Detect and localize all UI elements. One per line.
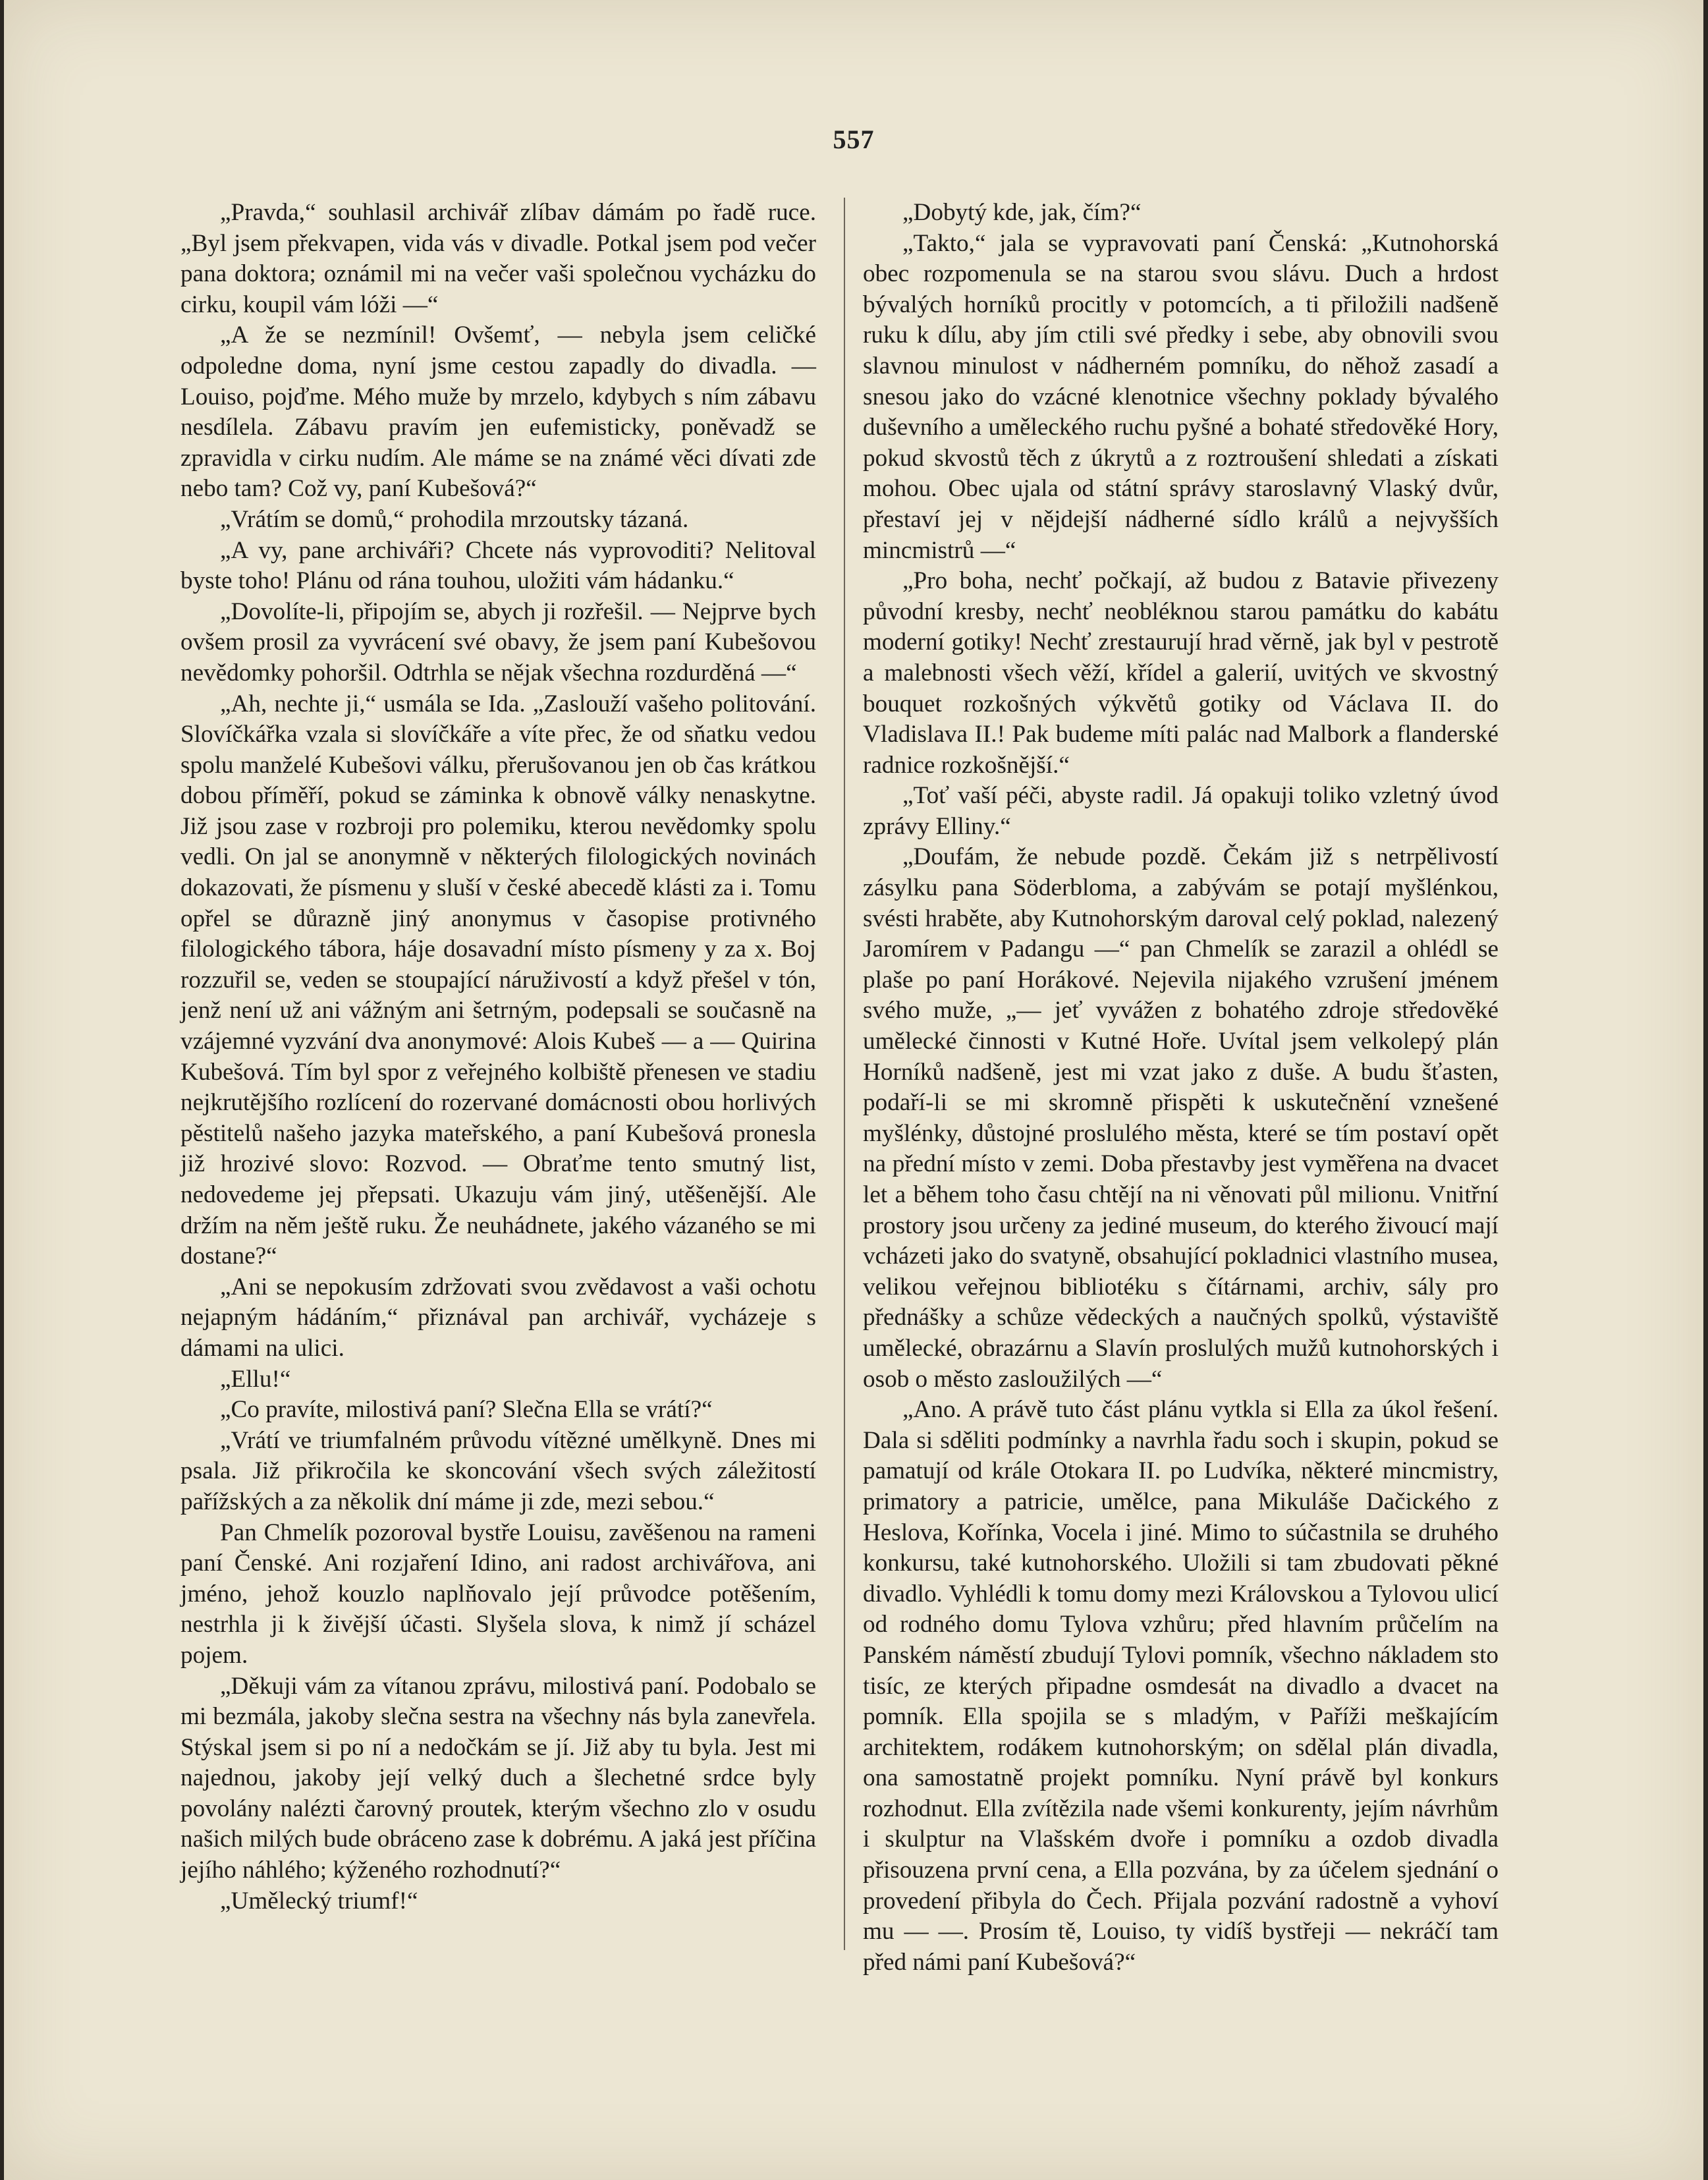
paragraph: „Vrátím se domů,“ prohodila mrzoutsky tázaná. (220, 505, 689, 533)
page-number: 557 (833, 125, 875, 154)
paragraph: „Pro boha, nechť počkají, až budou z Batavie přivezeny původní kresby, nechť neobléknou starou památku do kabátu moderní gotiky! Nechť zrestaurují hrad věrně, jak byl v pestrotě a malebnosti všech věží, křídel a galerií, uvitých ve skvostný bouquet rozkošných výkvětů gotiky od Václava II. do Vladislava II.! Pak budeme míti palác nad Malbork a flanderské radnice rozkošnější.“ (863, 567, 1499, 779)
paragraph: „Ah, nechte ji,“ usmála se Ida. „Zaslouží vašeho politování. Slovíčkářka vzala si slovíčkáře a víte přec, že od sňatku vedou spolu manželé Kubešovi válku, přerušovanou jen ob čas krátkou dobou příměří, pokud se záminka k obnově války nenaskytne. Již jsou zase v rozbroji pro polemiku, kterou nevědomky spolu vedli. On jal se anonymně v některých filologických novinách dokazovati, že písmenu y sluší v české abecedě klásti za i. Tomu opřel se důrazně jiný anonymus v časopise protivného filologického tábora, háje dosavadní místo písmeny y za x. Boj rozzuřil se, veden se stoupající náruživostí a když přešel v tón, jenž není už ani vážným ani šetrným, podepsali se současně na vzájemné vyzvání dva anonymové: Alois Kubeš — a — Quirina Kubešová. Tím byl spor z veřejného kolbiště přenesen ve stadiu nejkrutějšího rozlícení do rozervané domácnosti obou horlivých pěstitelů našeho jazyka mateřského, a paní Kubešová pronesla již hrozivé slovo: Rozvod. — Obraťme tento smutný list, nedovedeme jej přepsati. Ukazuju vám jiný, utěšenější. Ale držím na něm ještě ruku. Že neuhádnete, jakého vázaného se mi dostane?“ (180, 690, 816, 1270)
paragraph: Pan Chmelík pozoroval bystře Louisu, zavěšenou na rameni paní Čenské. Ani rozjaření Idino, ani radost archivářova, ani jméno, jehož kouzlo naplňovalo její průvodce potěšením, nestrhla ji k živější účasti. Slyšela slova, k nimž jí scházel pojem. (180, 1519, 816, 1669)
paragraph: „Vrátí ve triumfalném průvodu vítězné umělkyně. Dnes mi psala. Již přikročila ke skoncování všech svých záležitostí pařížských a za několik dní máme ji zde, mezi sebou.“ (180, 1426, 816, 1515)
book-page (4, 0, 1703, 2180)
paragraph: „Dobytý kde, jak, čím?“ (902, 199, 1142, 226)
right-text-column (863, 198, 1499, 1978)
left-text-column (180, 198, 816, 1916)
paragraph: „A že se nezmínil! Ovšemť, — nebyla jsem celičké odpoledne doma, nyní jsme cestou zapadly do divadla. — Louiso, pojďme. Mého muže by mrzelo, kdybych s ním zábavu nesdílela. Zábavu pravím jen eufemisticky, poněvadž se zpravidla v cirku nudím. Ale máme se na známé věci dívati zde nebo tam? Což vy, paní Kubešová?“ (180, 321, 816, 503)
paragraph: „Takto,“ jala se vypravovati paní Čenská: „Kutnohorská obec rozpomenula se na starou svou slávu. Duch a hrdost bývalých horníků procitly v potomcích, a ti přiložili nadšeně ruku k dílu, aby jím ctili své předky i sebe, aby obnovili svou slavnou minulost v nádherném pomníku, do něhož zasadí a snesou jako do vzácné klenotnice všechny poklady bývalého duševního a uměleckého ruchu pyšné a bohaté středověké Hory, pokud skvostů těch z úkrytů a z roztroušení shledati a získati mohou. Obec ujala od státní správy staroslavný Vlaský dvůr, přestaví jej v nějdejší nádherné sídlo králů a nejvyšších mincmistrů —“ (863, 229, 1499, 564)
paragraph: „Ani se nepokusím zdržovati svou zvědavost a vaši ochotu nejapným hádáním,“ přiznával pan archivář, vycházeje s dámami na ulici. (180, 1273, 816, 1362)
paragraph: „Ellu!“ (220, 1365, 291, 1393)
paragraph: „Děkuji vám za vítanou zprávu, milostivá paní. Podobalo se mi bezmála, jakoby slečna sestra na všechny nás byla zanevřela. Stýskal jsem si po ní a nedočkám se jí. Již aby tu byla. Jest mi najednou, jakoby její velký duch a šlechetné srdce byly povolány nalézti čarovný proutek, kterým všechno zlo v osudu našich milých bude obráceno zase k dobrému. A jaká jest příčina jejího náhlého; kýženého rozhodnutí?“ (180, 1672, 816, 1884)
paragraph: „A vy, pane archiváři? Chcete nás vyprovoditi? Nelitoval byste toho! Plánu od rána touhou, uložiti vám hádanku.“ (180, 536, 816, 595)
paragraph: „Umělecký triumf!“ (220, 1887, 418, 1914)
paragraph: „Toť vaší péči, abyste radil. Já opakuji toliko vzletný úvod zprávy Elliny.“ (863, 782, 1499, 840)
paragraph: „Co pravíte, milostivá paní? Slečna Ella se vrátí?“ (220, 1396, 713, 1424)
paragraph: „Ano. A právě tuto část plánu vytkla si Ella za úkol řešení. Dala si sděliti podmínky a navrhla řadu soch i skupin, pokud se pamatují od krále Otokara II. po Ludvíka, některé mincmistry, primatory a patricie, umělce, pana Mikuláše Dačického z Heslova, Kořínka, Vocela i jiné. Mimo to súčastnila se druhého konkursu, také kutnohorského. Uložili si tam zbudovati pěkné divadlo. Vyhlédli k tomu domy mezi Královskou a Tylovou ulicí od rodného domu Tylova vzhůru; před hlavním průčelím na Panském náměstí zbudují Tylovi pomník, všechno nákladem sto tisíc, ze kterých připadne osmdesát na divadlo a dvacet na pomník. Ella spojila se s mladým, v Paříži meškajícím architektem, rodákem kutnohorským; on sdělal plán divadla, ona samostatně projekt pomníku. Nyní právě byl konkurs rozhodnut. Ella zvítězila nade všemi konkurenty, jejím návrhům i skulptur na Vlašském dvoře i pomníku a ozdob divadla přisouzena první cena, a Ella pozvána, by za účelem sjednání o provedení přibyla do Čech. Přijala pozvání radostně a vyhoví mu — —. Prosím tě, Louiso, ty vidíš bystřeji — nekráčí tam před námi paní Kubešová?“ (863, 1396, 1499, 1976)
paragraph: „Dovolíte-li, připojím se, abych ji rozřešil. — Nejprve bych ovšem prosil za vyvrácení své obavy, že jsem paní Kubešovou nevědomky pohoršil. Odtrhla se nějak všechna rozdurděná —“ (180, 598, 816, 686)
paragraph: „Doufám, že nebude pozdě. Čekám již s netrpělivostí zásylku pana Söderbloma, a zabývám se potají myšlénkou, svésti hraběte, aby Kutnohorským daroval celý poklad, nalezený Jaromírem v Padangu —“ pan Chmelík se zarazil a ohlédl se plaše po paní Horákové. Nejevila nijakého vzrušení jménem svého muže, „— jeť vyvážen z bohatého zdroje středověké umělecké činnosti v Kutné Hoře. Uvítal jsem velkolepý plán Horníků nadšeně, jest mi vzat jako z duše. A budu šťasten, podaří-li se mi skromně přispěti k uskutečnění vznešené myšlénky, důstojné proslulého města, které se tím postaví opět na přední místo v zemi. Doba přestavby jest vyměřena na dvacet let a během toho času chtějí na ni věnovati půl milionu. Vnitřní prostory jsou určeny za jediné museum, do kterého živoucí mají vcházeti jako do svatyně, obsahující pokladnici vlastního musea, velikou veřejnou bibliotéku s čítárnami, archiv, sály pro přednášky a schůze vědeckých a naučných spolků, výstaviště umělecké, obrazárnu a Slavín proslulých mužů kutnohorských i osob o město zasloužilých —“ (863, 843, 1499, 1393)
paragraph: „Pravda,“ souhlasil archivář zlíbav dámám po řadě ruce. „Byl jsem překvapen, vida vás v divadle. Potkal jsem pod večer pana doktora; oznámil mi na večer vaši společnou vycházku do cirku, koupil vám lóži —“ (180, 199, 816, 318)
column-divider (844, 198, 845, 1950)
